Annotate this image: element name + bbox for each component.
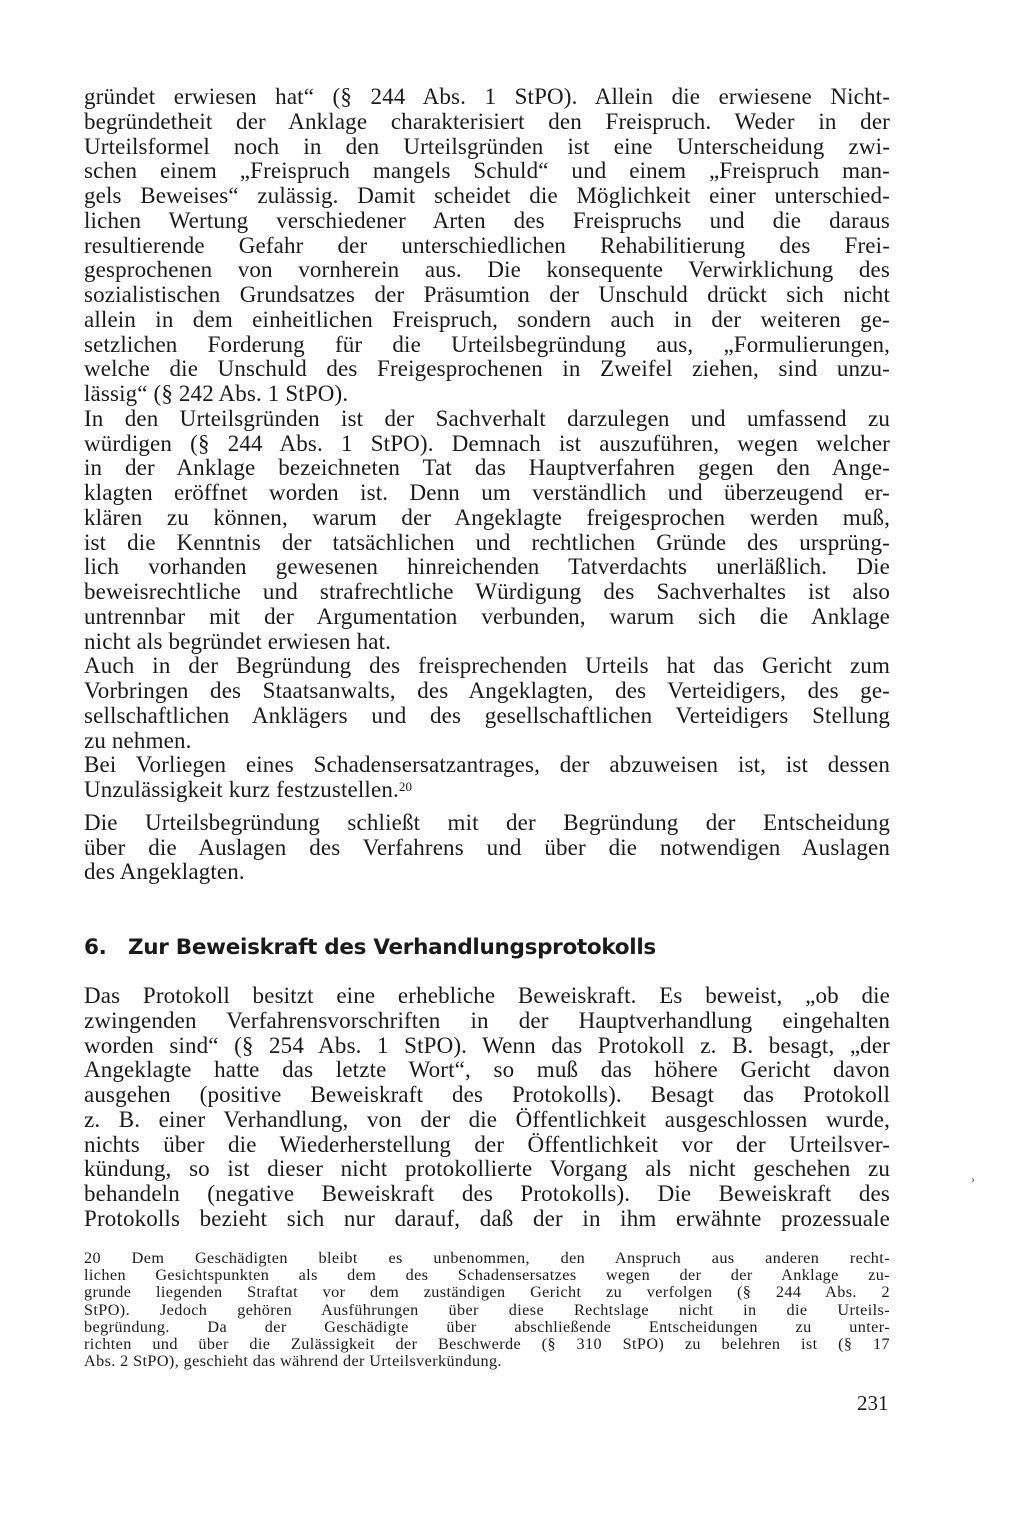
text-line xyxy=(84,654,890,679)
text-line xyxy=(84,432,890,457)
text-line-content: resultierende Gefahr der unterschiedlichen Rehabilitierung des Frei- xyxy=(84,232,890,258)
text-line-content: ausgehen (positive Beweiskraft des Protokolls). Besagt das Protokoll xyxy=(84,1082,890,1107)
text-line xyxy=(84,860,890,885)
text-line xyxy=(84,456,890,481)
text-line xyxy=(84,506,890,531)
text-line-content: gesprochenen von vornherein aus. Die konsequente Verwirklichung des xyxy=(84,257,890,283)
text-line xyxy=(84,1353,890,1370)
text-line-content: gels Beweises“ zulässig. Damit scheidet die Möglichkeit einer unterschied- xyxy=(84,183,890,208)
text-line xyxy=(84,729,890,754)
text-line-content: in der Anklage bezeichneten Tat das Hauptverfahren gegen den Ange- xyxy=(84,455,890,481)
text-line-content: In den Urteilsgründen ist der Sachverhalt darzulegen und umfassend zu xyxy=(84,405,890,431)
text-line xyxy=(84,1302,890,1319)
text-line xyxy=(84,234,890,259)
text-line xyxy=(84,836,890,861)
text-line-content: nichts über die Wiederherstellung der Öffentlichkeit vor der Urteilsver- xyxy=(84,1131,890,1157)
text-line-content: würdigen (§ 244 Abs. 1 StPO). Demnach ist auszuführen, wegen welcher xyxy=(84,430,890,456)
text-line-content: Angeklagte hatte das letzte Wort“, so muß das höhere Gericht davon xyxy=(84,1057,890,1083)
text-line xyxy=(84,605,890,630)
text-line xyxy=(84,753,890,778)
text-line xyxy=(84,1058,890,1083)
text-line-content: Das Protokoll besitzt eine erhebliche Beweiskraft. Es beweist, „ob die xyxy=(84,983,890,1008)
text-line xyxy=(84,1034,890,1059)
text-line xyxy=(84,481,890,506)
text-line xyxy=(84,1207,890,1232)
text-line xyxy=(84,531,890,556)
text-line xyxy=(84,1284,890,1301)
text-line xyxy=(84,1133,890,1158)
text-line-content: zwingenden Verfahrensvorschriften in der Hauptverhandlung eingehalten xyxy=(84,1007,890,1033)
text-line-content: Bei Vorliegen eines Schadensersatzantrages, der abzuweisen ist, ist dessen xyxy=(84,752,890,778)
text-line-content: Die Urteilsbegründung schließt mit der Begründung der Entscheidung xyxy=(84,809,890,835)
text-line-content: z. B. einer Verhandlung, von der die Öffentlichkeit ausgeschlossen wurde, xyxy=(84,1106,890,1132)
margin-mark: › xyxy=(971,1172,975,1186)
text-line xyxy=(84,159,890,184)
text-line-content: kündung, so ist dieser nicht protokollierte Vorgang als nicht geschehen zu xyxy=(84,1156,890,1182)
text-line-content: Protokolls bezieht sich nur darauf, daß der in ihm erwähnte prozessuale xyxy=(84,1205,890,1231)
text-line xyxy=(84,1157,890,1182)
text-line xyxy=(84,308,890,333)
section-title: Zur Beweiskraft des Verhandlungsprotokolls xyxy=(128,935,656,960)
text-line-content: begründetheit der Anklage charakterisiert den Freispruch. Weder in der xyxy=(84,108,890,134)
text-line xyxy=(84,1250,890,1267)
text-line-content: gründet erwiesen hat“ (§ 244 Abs. 1 StPO). Allein die erwiesene Nicht- xyxy=(84,84,890,109)
text-line xyxy=(84,357,890,382)
text-line xyxy=(84,1083,890,1108)
text-line xyxy=(84,283,890,308)
text-line xyxy=(84,778,890,803)
text-line xyxy=(84,85,890,110)
text-line xyxy=(84,1267,890,1284)
text-line-content: sozialistischen Grundsatzes der Präsumtion der Unschuld drückt sich nicht xyxy=(84,282,890,307)
text-line-content: Abs. 2 StPO), geschieht das während der Urteilsverkündung. xyxy=(84,1352,502,1371)
text-line xyxy=(84,382,890,407)
text-line-content: Unzulässigkeit kurz festzustellen. xyxy=(84,777,399,802)
text-line-content: lichen Wertung verschiedener Arten des Freispruchs und die daraus xyxy=(84,207,890,233)
text-line-content: Vorbringen des Staatsanwalts, des Angeklagten, des Verteidigers, des ge- xyxy=(84,678,890,703)
section-number: 6. xyxy=(84,935,107,960)
text-line-content: des Angeklagten. xyxy=(84,859,245,885)
text-line xyxy=(84,984,890,1009)
text-line xyxy=(84,1009,890,1034)
text-line xyxy=(84,1336,890,1353)
text-line xyxy=(84,407,890,432)
footnote-block xyxy=(84,1250,890,1370)
text-line-content: richten und über die Zulässigkeit der Beschwerde (§ 310 StPO) zu belehren ist (§ 17 xyxy=(84,1335,890,1354)
text-line xyxy=(84,258,890,283)
text-line-content: klären zu können, warum der Angeklagte freigesprochen werden muß, xyxy=(84,504,890,530)
page-number: 231 xyxy=(857,1391,889,1415)
footnote-reference: 20 xyxy=(398,779,413,795)
text-line-content: lich vorhanden gewesenen hinreichenden Tatverdachts unerläßlich. Die xyxy=(84,554,890,580)
text-line-content: allein in dem einheitlichen Freispruch, sondern auch in der weiteren ge- xyxy=(84,306,890,332)
text-line xyxy=(84,1108,890,1133)
text-line xyxy=(84,184,890,209)
text-line-content: setzlichen Forderung für die Urteilsbegründung aus, „Formulierungen, xyxy=(84,331,890,357)
section-1-text xyxy=(84,85,890,885)
text-line xyxy=(84,135,890,160)
section-heading xyxy=(84,935,890,960)
text-line-content: ist die Kenntnis der tatsächlichen und rechtlichen Gründe des ursprüng- xyxy=(84,529,890,555)
text-line-content: begründung. Da der Geschädigte über abschließende Entscheidungen zu unter- xyxy=(84,1317,890,1336)
text-line-content: über die Auslagen des Verfahrens und über die notwendigen Auslagen xyxy=(84,834,890,860)
text-line xyxy=(84,811,890,836)
text-line xyxy=(84,110,890,135)
text-line-content: lichen Gesichtspunkten als dem des Schadensersatzes wegen der der Anklage zu- xyxy=(84,1266,890,1285)
text-line-content: nicht als begründet erwiesen hat. xyxy=(84,628,392,654)
text-line-content: Urteilsformel noch in den Urteilsgründen ist eine Unterscheidung zwi- xyxy=(84,133,890,159)
text-line-content: grunde liegenden Straftat vor dem zuständigen Gericht zu verfolgen (§ 244 Abs. 2 xyxy=(84,1283,890,1302)
section-2-text xyxy=(84,984,890,1232)
text-line xyxy=(84,209,890,234)
text-line-content: beweisrechtliche und strafrechtliche Würdigung des Sachverhaltes ist also xyxy=(84,579,890,604)
text-line-content: untrennbar mit der Argumentation verbunden, warum sich die Anklage xyxy=(84,603,890,629)
text-line-content: klagten eröffnet worden ist. Denn um verständlich und überzeugend er- xyxy=(84,480,890,505)
text-line xyxy=(84,704,890,729)
text-line-content: welche die Unschuld des Freigesprochenen in Zweifel ziehen, sind unzu- xyxy=(84,356,890,382)
text-line xyxy=(84,1182,890,1207)
text-line xyxy=(84,630,890,655)
text-line-content: lässig“ (§ 242 Abs. 1 StPO). xyxy=(84,381,349,406)
text-line-content: zu nehmen. xyxy=(84,727,192,753)
text-line-content: Auch in der Begründung des freisprechenden Urteils hat das Gericht zum xyxy=(84,653,890,679)
text-line-content: schen einem „Freispruch mangels Schuld“ und einem „Freispruch man- xyxy=(84,158,890,184)
text-line xyxy=(84,555,890,580)
text-line xyxy=(84,1319,890,1336)
text-line-content: worden sind“ (§ 254 Abs. 1 StPO). Wenn das Protokoll z. B. besagt, „der xyxy=(84,1032,890,1058)
text-line-content: behandeln (negative Beweiskraft des Protokolls). Die Beweiskraft des xyxy=(84,1181,890,1206)
text-line xyxy=(84,580,890,605)
text-line-content: StPO). Jedoch gehören Ausführungen über diese Rechtslage nicht in die Urteils- xyxy=(84,1300,890,1319)
text-line-content: 20 Dem Geschädigten bleibt es unbenommen, den Anspruch aus anderen recht- xyxy=(84,1249,890,1267)
text-line-content: sellschaftlichen Anklägers und des gesellschaftlichen Verteidigers Stellung xyxy=(84,702,890,728)
text-line xyxy=(84,679,890,704)
text-line xyxy=(84,333,890,358)
